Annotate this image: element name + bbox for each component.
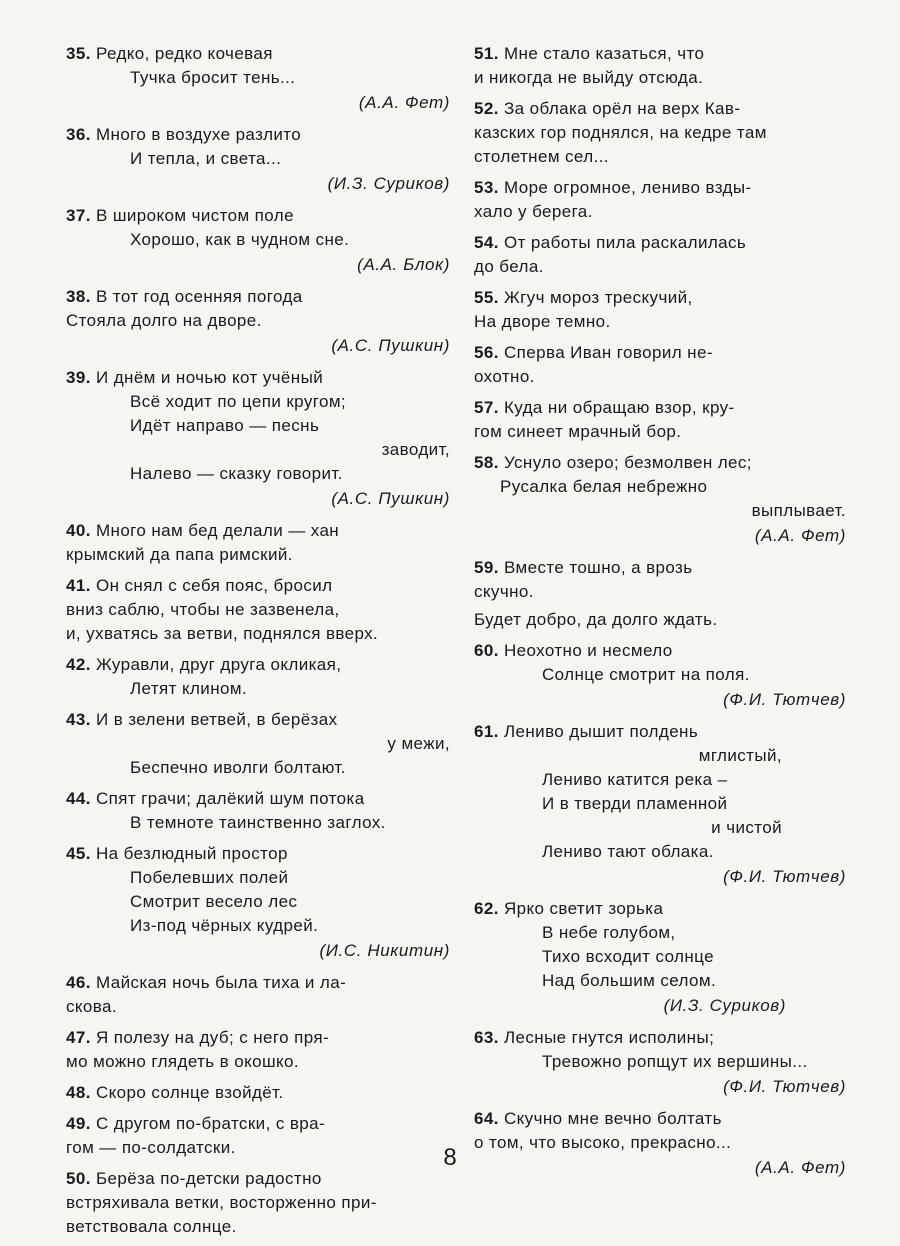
entry-line: Неохотно и несмело: [503, 641, 673, 660]
entry-line: выплывает.: [751, 501, 846, 520]
entry-line: И тепла, и света...: [130, 149, 282, 168]
entry-43: [66, 708, 450, 780]
entry-number: 43.: [66, 710, 91, 729]
entry-line: Много нам бед делали — хан: [95, 521, 340, 540]
entry-line: вниз саблю, чтобы не зазвенела,: [66, 600, 340, 619]
entry-line: В небе голубом,: [542, 923, 676, 942]
entry-number: 60.: [474, 641, 499, 660]
entry-line: Уснуло озеро; безмолвен лес;: [503, 453, 752, 472]
entry-number: 52.: [474, 99, 499, 118]
entry-line: заводит,: [381, 440, 450, 459]
entry-number: 49.: [66, 1114, 91, 1133]
entry-line: и чистой: [711, 818, 782, 837]
entry-line: На безлюдный простор: [95, 844, 288, 863]
entry-line: Из-под чёрных кудрей.: [130, 916, 319, 935]
entry-line: мглистый,: [698, 746, 782, 765]
entry-48: [66, 1081, 450, 1105]
entry-36: [66, 123, 450, 197]
entry-line: От работы пила раскалилась: [503, 233, 747, 252]
entry-line: Летят клином.: [130, 679, 248, 698]
entry-line: Лениво дышит полдень: [503, 722, 699, 741]
entry-line: Всё ходит по цепи кругом;: [130, 392, 347, 411]
entry-author: (А.А. Фет): [754, 1158, 846, 1177]
entry-line: Скучно мне вечно болтать: [503, 1109, 722, 1128]
entry-line: С другом по-братски, с вра-: [95, 1114, 326, 1133]
entry-line: и, ухватясь за ветви, поднялся вверх.: [66, 624, 379, 643]
entry-number: 45.: [66, 844, 91, 863]
entry-line: о том, что высоко, прекрасно...: [474, 1133, 732, 1152]
entry-line: Мне стало казаться, что: [503, 44, 705, 63]
entry-line: Журавли, друг друга окликая,: [95, 655, 342, 674]
entry-number: 63.: [474, 1028, 499, 1047]
entry-53: [474, 176, 846, 224]
entry-line: Тревожно ропщут их вершины...: [542, 1052, 808, 1071]
entry-line: Спят грачи; далёкий шум потока: [95, 789, 365, 808]
entry-line: и никогда не выйду отсюда.: [474, 68, 704, 87]
entry-line: Лениво тают облака.: [542, 842, 714, 861]
entry-line: охотно.: [474, 367, 535, 386]
entry-line: Хорошо, как в чудном сне.: [130, 230, 350, 249]
entry-60: [474, 639, 846, 713]
entry-line: За облака орёл на верх Кав-: [503, 99, 741, 118]
entry-author: (Ф.И. Тютчев): [723, 867, 846, 886]
right-column: [474, 42, 846, 1188]
entry-number: 57.: [474, 398, 499, 417]
entry-line: И в зелени ветвей, в берёзах: [95, 710, 338, 729]
entry-line: Тучка бросит тень...: [130, 68, 296, 87]
entry-number: 50.: [66, 1169, 91, 1188]
entry-author: (И.З. Суриков): [663, 996, 786, 1015]
entry-line: ветствовала солнце.: [66, 1217, 237, 1236]
entry-author: (Ф.И. Тютчев): [723, 690, 846, 709]
entry-line: Лесные гнутся исполины;: [503, 1028, 715, 1047]
entry-number: 35.: [66, 44, 91, 63]
entry-45: [66, 842, 450, 964]
entry-line: Беспечно иволги болтают.: [130, 758, 346, 777]
entry-line: Стояла долго на дворе.: [66, 311, 262, 330]
entry-line: Вместе тошно, а врозь: [503, 558, 693, 577]
entry-author: (Ф.И. Тютчев): [723, 1077, 846, 1096]
entry-author: (И.С. Никитин): [319, 941, 450, 960]
entry-number: 58.: [474, 453, 499, 472]
entry-line: скова.: [66, 997, 118, 1016]
entry-line: Я полезу на дуб; с него пря-: [95, 1028, 330, 1047]
entry-line: Редко, редко кочевая: [95, 44, 273, 63]
entry-number: 62.: [474, 899, 499, 918]
entry-37: [66, 204, 450, 278]
entry-52: [474, 97, 846, 169]
entry-46: [66, 971, 450, 1019]
entry-number: 36.: [66, 125, 91, 144]
entry-line: Море огромное, лениво взды-: [503, 178, 752, 197]
entry-35: [66, 42, 450, 116]
entry-line: Будет добро, да долго ждать.: [474, 610, 718, 629]
entry-line: Майская ночь была тиха и ла-: [95, 973, 347, 992]
entry-line: В широком чистом поле: [95, 206, 294, 225]
entry-44: [66, 787, 450, 835]
entry-number: 42.: [66, 655, 91, 674]
entry-line: Солнце смотрит на поля.: [542, 665, 750, 684]
entry-number: 41.: [66, 576, 91, 595]
entry-number: 39.: [66, 368, 91, 387]
entry-50: [66, 1167, 450, 1239]
entry-38: [66, 285, 450, 359]
entry-line: Налево — сказку говорит.: [130, 464, 343, 483]
entry-line: Берёза по-детски радостно: [95, 1169, 322, 1188]
entry-line: Куда ни обращаю взор, кру-: [503, 398, 735, 417]
entry-line: Жгуч мороз трескучий,: [503, 288, 693, 307]
entry-62: [474, 897, 846, 1019]
entry-line: Он снял с себя пояс, бросил: [95, 576, 333, 595]
entry-number: 55.: [474, 288, 499, 307]
entry-author: (А.А. Фет): [358, 93, 450, 112]
entry-line: крымский да папа римский.: [66, 545, 293, 564]
entry-number: 37.: [66, 206, 91, 225]
entry-line: встряхивала ветки, восторженно при-: [66, 1193, 377, 1212]
entry-54: [474, 231, 846, 279]
entry-line: На дворе темно.: [474, 312, 611, 331]
entry-number: 40.: [66, 521, 91, 540]
entry-author: (А.А. Блок): [357, 255, 450, 274]
entry-number: 44.: [66, 789, 91, 808]
entry-line: И днём и ночью кот учёный: [95, 368, 324, 387]
entry-58: [474, 451, 846, 549]
entry-line: Русалка белая небрежно: [500, 477, 708, 496]
entry-number: 61.: [474, 722, 499, 741]
entry-40: [66, 519, 450, 567]
entry-number: 48.: [66, 1083, 91, 1102]
entry-line: Много в воздухе разлито: [95, 125, 302, 144]
entry-55: [474, 286, 846, 334]
entry-number: 59.: [474, 558, 499, 577]
entry-line: столетнем сел...: [474, 147, 609, 166]
entry-line: казских гор поднялся, на кедре там: [474, 123, 767, 142]
entry-59: [474, 556, 846, 632]
entry-line: Смотрит весело лес: [130, 892, 298, 911]
entry-number: 51.: [474, 44, 499, 63]
entry-line: И в тверди пламенной: [542, 794, 728, 813]
entry-line: хало у берега.: [474, 202, 593, 221]
entry-line: до бела.: [474, 257, 544, 276]
entry-line: у межи,: [387, 734, 450, 753]
entry-56: [474, 341, 846, 389]
entry-51: [474, 42, 846, 90]
entry-line: скучно.: [474, 582, 534, 601]
entry-39: [66, 366, 450, 512]
entry-line: Тихо всходит солнце: [542, 947, 714, 966]
entry-line: Сперва Иван говорил не-: [503, 343, 713, 362]
entry-line: В тот год осенняя погода: [95, 287, 303, 306]
entry-61: [474, 720, 846, 890]
entry-42: [66, 653, 450, 701]
entry-author: (А.С. Пушкин): [331, 336, 450, 355]
entry-41: [66, 574, 450, 646]
entry-57: [474, 396, 846, 444]
entry-number: 56.: [474, 343, 499, 362]
entry-line: Лениво катится река –: [542, 770, 728, 789]
entry-number: 54.: [474, 233, 499, 252]
entry-number: 38.: [66, 287, 91, 306]
entry-line: гом — по-солдатски.: [66, 1138, 236, 1157]
entry-line: Идёт направо — песнь: [130, 416, 320, 435]
entry-47: [66, 1026, 450, 1074]
entry-line: Над большим селом.: [542, 971, 717, 990]
entry-line: Побелевших полей: [130, 868, 289, 887]
entry-number: 46.: [66, 973, 91, 992]
entry-number: 64.: [474, 1109, 499, 1128]
left-column: [66, 42, 450, 1246]
page-number: 8: [443, 1144, 457, 1171]
entry-author: (А.А. Фет): [754, 526, 846, 545]
entry-63: [474, 1026, 846, 1100]
entry-number: 53.: [474, 178, 499, 197]
entry-line: Ярко светит зорька: [503, 899, 664, 918]
entry-line: гом синеет мрачный бор.: [474, 422, 682, 441]
entry-author: (А.С. Пушкин): [331, 489, 450, 508]
entry-author: (И.З. Суриков): [327, 174, 450, 193]
entry-line: В темноте таинственно заглох.: [130, 813, 386, 832]
entry-number: 47.: [66, 1028, 91, 1047]
entry-line: мо можно глядеть в окошко.: [66, 1052, 300, 1071]
entry-line: Скоро солнце взойдёт.: [95, 1083, 284, 1102]
